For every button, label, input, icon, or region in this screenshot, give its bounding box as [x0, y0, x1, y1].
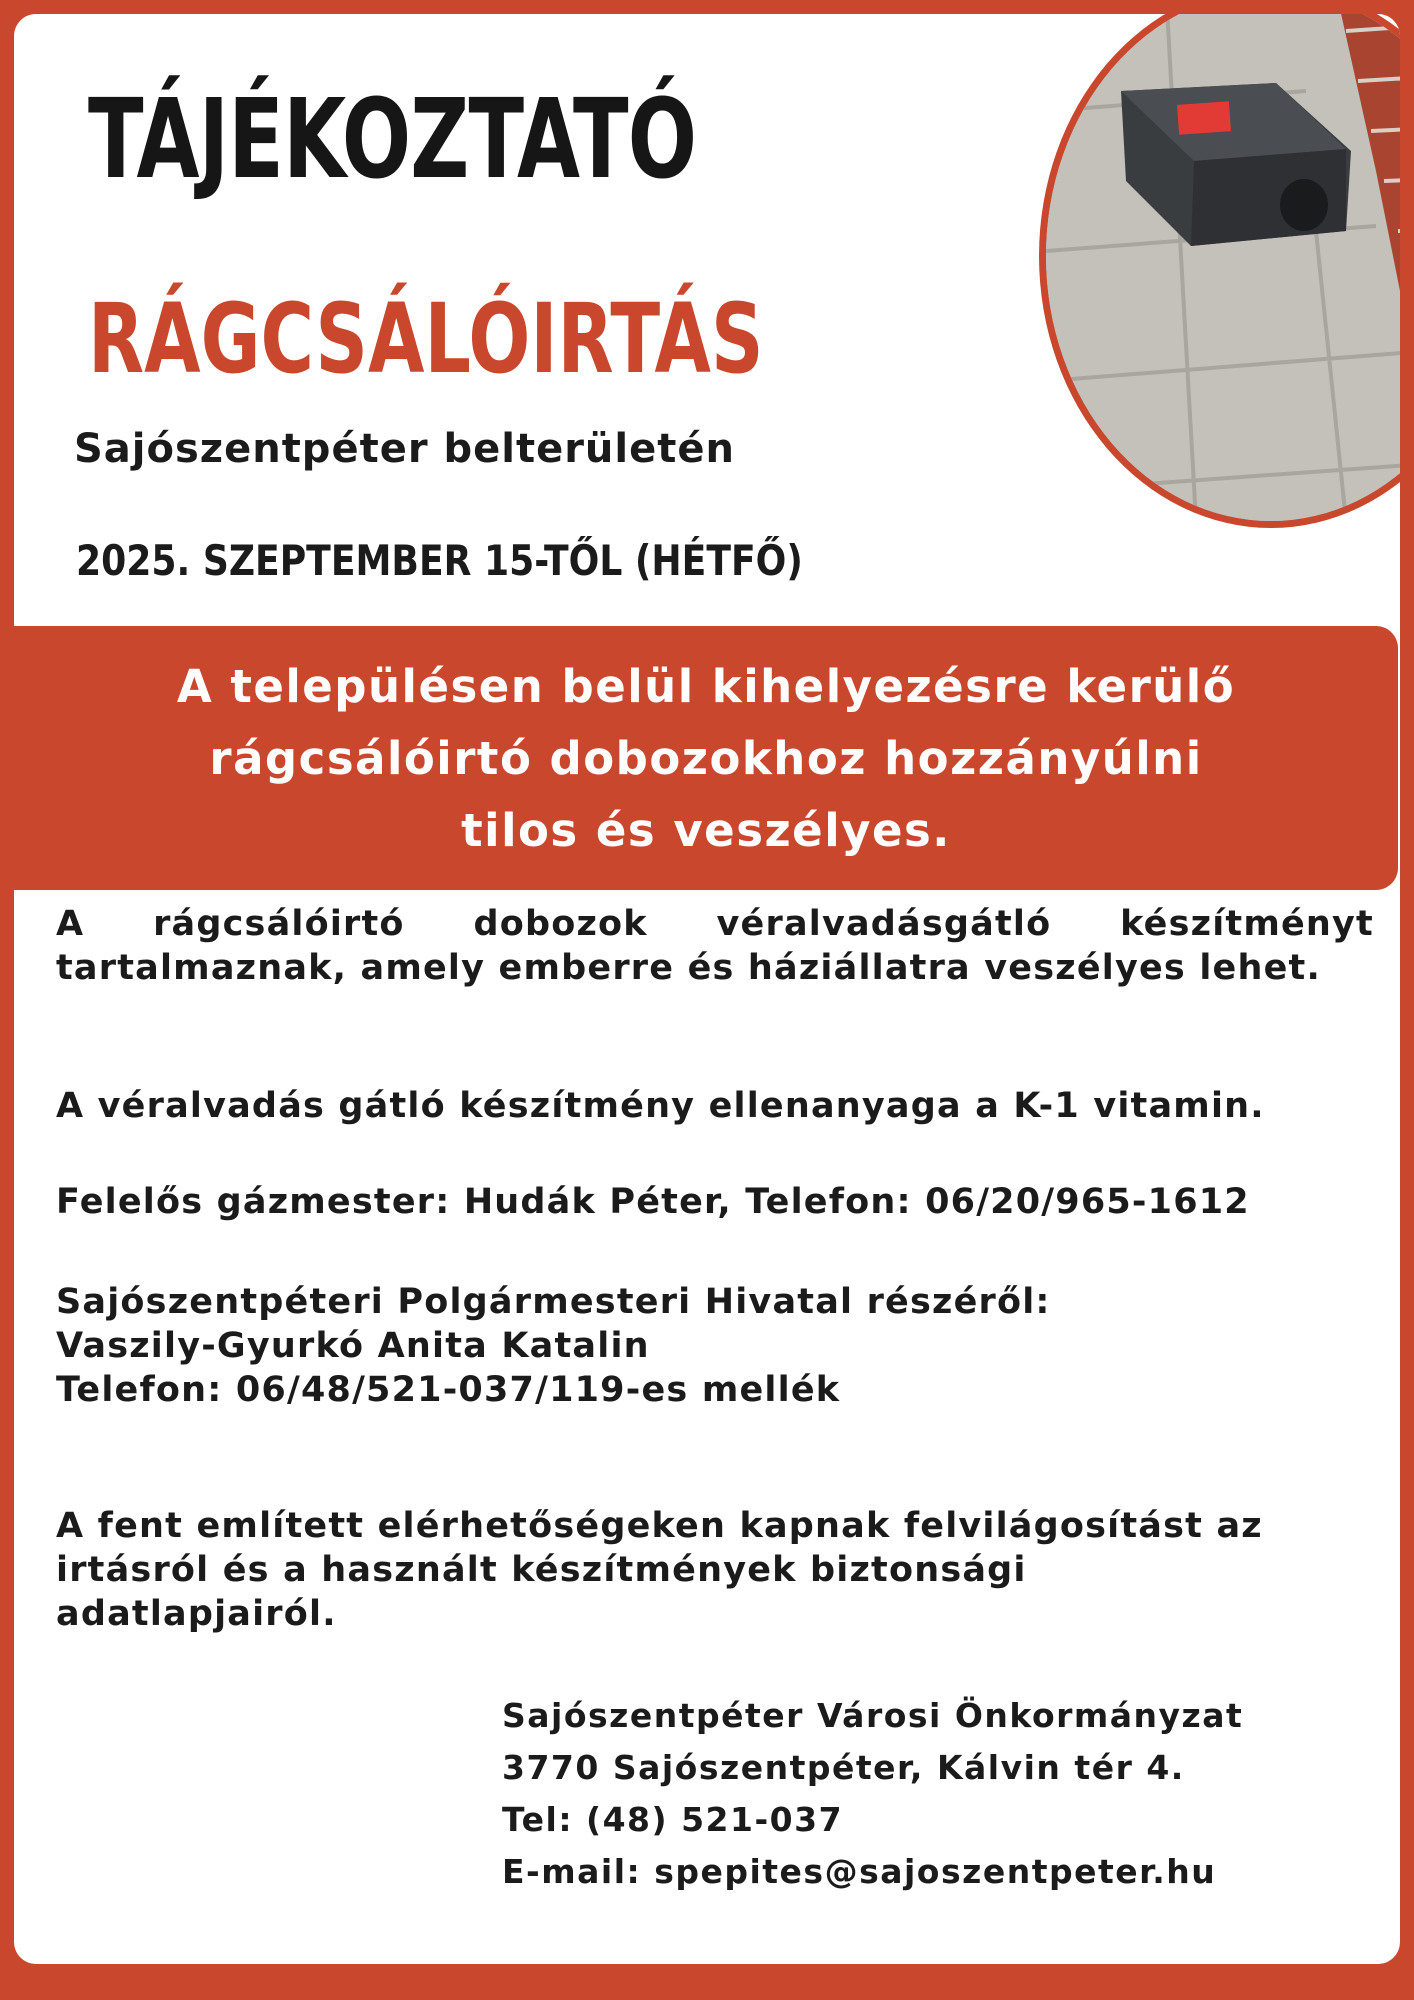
contact-block — [502, 1690, 1243, 1898]
office-line: Vaszily-Gyurkó Anita Katalin — [56, 1326, 650, 1366]
contact-address: 3770 Sajószentpéter, Kálvin tér 4. — [502, 1748, 1185, 1787]
start-date: 2025. SZEPTEMBER 15-TŐL (HÉTFŐ) — [76, 536, 803, 585]
info-line: A fent említett elérhetőségeken kapnak felvilágosítást az — [56, 1506, 1263, 1546]
office-line: Sajószentpéteri Polgármesteri Hivatal részéről: — [56, 1282, 1051, 1322]
page-title: TÁJÉKOZTATÓ — [88, 75, 697, 203]
info-line: irtásról és a használt készítmények biztonsági — [56, 1550, 1027, 1590]
warning-banner — [14, 626, 1398, 890]
location-text: Sajószentpéter belterületén — [74, 426, 735, 472]
poster-sheet — [14, 14, 1400, 1964]
bait-box-icon — [1046, 14, 1400, 521]
antidote-paragraph: A véralvadás gátló készítmény ellenanyaga a K-1 vitamin. — [56, 1086, 1265, 1126]
bait-box-photo — [1039, 14, 1400, 528]
contact-org: Sajószentpéter Városi Önkormányzat — [502, 1696, 1244, 1735]
banner-line: A településen belül kihelyezésre kerülő — [176, 660, 1236, 713]
banner-line: tilos és veszélyes. — [461, 804, 951, 857]
info-line: adatlapjairól. — [56, 1594, 337, 1634]
office-paragraph — [56, 1280, 1374, 1412]
office-line: Telefon: 06/48/521-037/119-es mellék — [56, 1370, 841, 1410]
contact-email: E-mail: spepites@sajoszentpeter.hu — [502, 1852, 1217, 1891]
banner-line: rágcsálóirtó dobozokhoz hozzányúlni — [209, 732, 1203, 785]
responsible-paragraph: Felelős gázmester: Hudák Péter, Telefon: 06/20/965-1612 — [56, 1182, 1250, 1222]
page-subtitle: RÁGCSÁLÓIRTÁS — [88, 283, 764, 395]
contact-phone: Tel: (48) 521-037 — [502, 1800, 844, 1839]
info-paragraph — [56, 1504, 1374, 1636]
warning-paragraph: A rágcsálóirtó dobozok véralvadásgátló készítményt tartalmaznak, amely emberre és háziállatra veszélyes lehet. — [56, 904, 1374, 988]
